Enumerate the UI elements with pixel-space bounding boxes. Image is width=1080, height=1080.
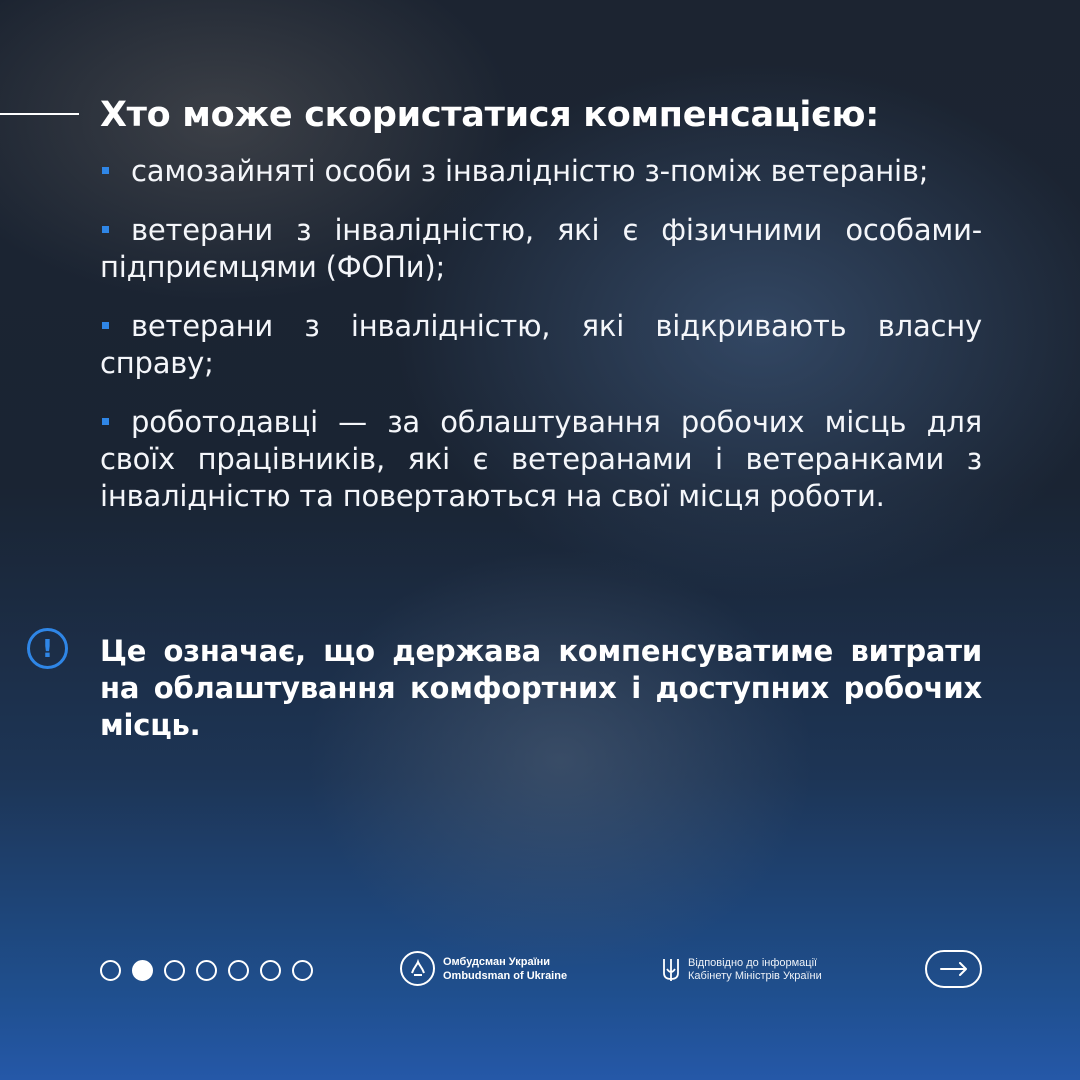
pagination-dot-active[interactable]: [132, 960, 153, 981]
pagination-dot[interactable]: [100, 960, 121, 981]
bullet-text: самозайняті особи з інвалідністю з-поміж ветеранів;: [131, 154, 929, 188]
pagination-dot[interactable]: [228, 960, 249, 981]
bullet-item: [100, 212, 982, 286]
pagination-dot[interactable]: [260, 960, 281, 981]
bullet-item: [100, 308, 982, 382]
source-attribution: [662, 957, 822, 983]
bullet-list: [100, 153, 982, 537]
source-line-1: Відповідно до інформації: [688, 957, 818, 969]
bullet-marker: [102, 226, 109, 233]
ombudsman-name-ua: Омбудсман України: [443, 955, 551, 968]
pagination-dot[interactable]: [292, 960, 313, 981]
bullet-marker: [102, 418, 109, 425]
bullet-marker: [102, 322, 109, 329]
decorative-line: [0, 113, 79, 115]
ombudsman-emblem-icon: [400, 951, 435, 986]
arrow-right-icon: [940, 962, 968, 976]
next-slide-button[interactable]: [925, 950, 982, 988]
trident-icon: [662, 957, 680, 983]
ombudsman-name-en: Ombudsman of Ukraine: [443, 969, 568, 982]
exclamation-circle-icon: !: [27, 628, 68, 669]
ombudsman-logo: [400, 951, 567, 986]
pagination-dot[interactable]: [164, 960, 185, 981]
bullet-item: [100, 153, 982, 190]
bullet-text: роботодавці — за облаштування робочих місць для своїх працівників, які є ветеранами і ветеранками з інвалідністю та повертаються на свої місця роботи.: [100, 405, 982, 513]
source-line-2: Кабінету Міністрів України: [688, 970, 822, 982]
carousel-pagination: [100, 960, 313, 981]
bullet-marker: [102, 167, 109, 174]
pagination-dot[interactable]: [196, 960, 217, 981]
bullet-text: ветерани з інвалідністю, які відкривають власну справу;: [100, 309, 982, 380]
notice-text: Це означає, що держава компенсуватиме витрати на облаштування комфортних і доступних робочих місць.: [100, 634, 982, 742]
bullet-text: ветерани з інвалідністю, які є фізичними особами-підприємцями (ФОПи);: [100, 213, 982, 284]
page-title: Хто може скористатися компенсацією:: [100, 95, 879, 135]
bullet-item: [100, 404, 982, 515]
